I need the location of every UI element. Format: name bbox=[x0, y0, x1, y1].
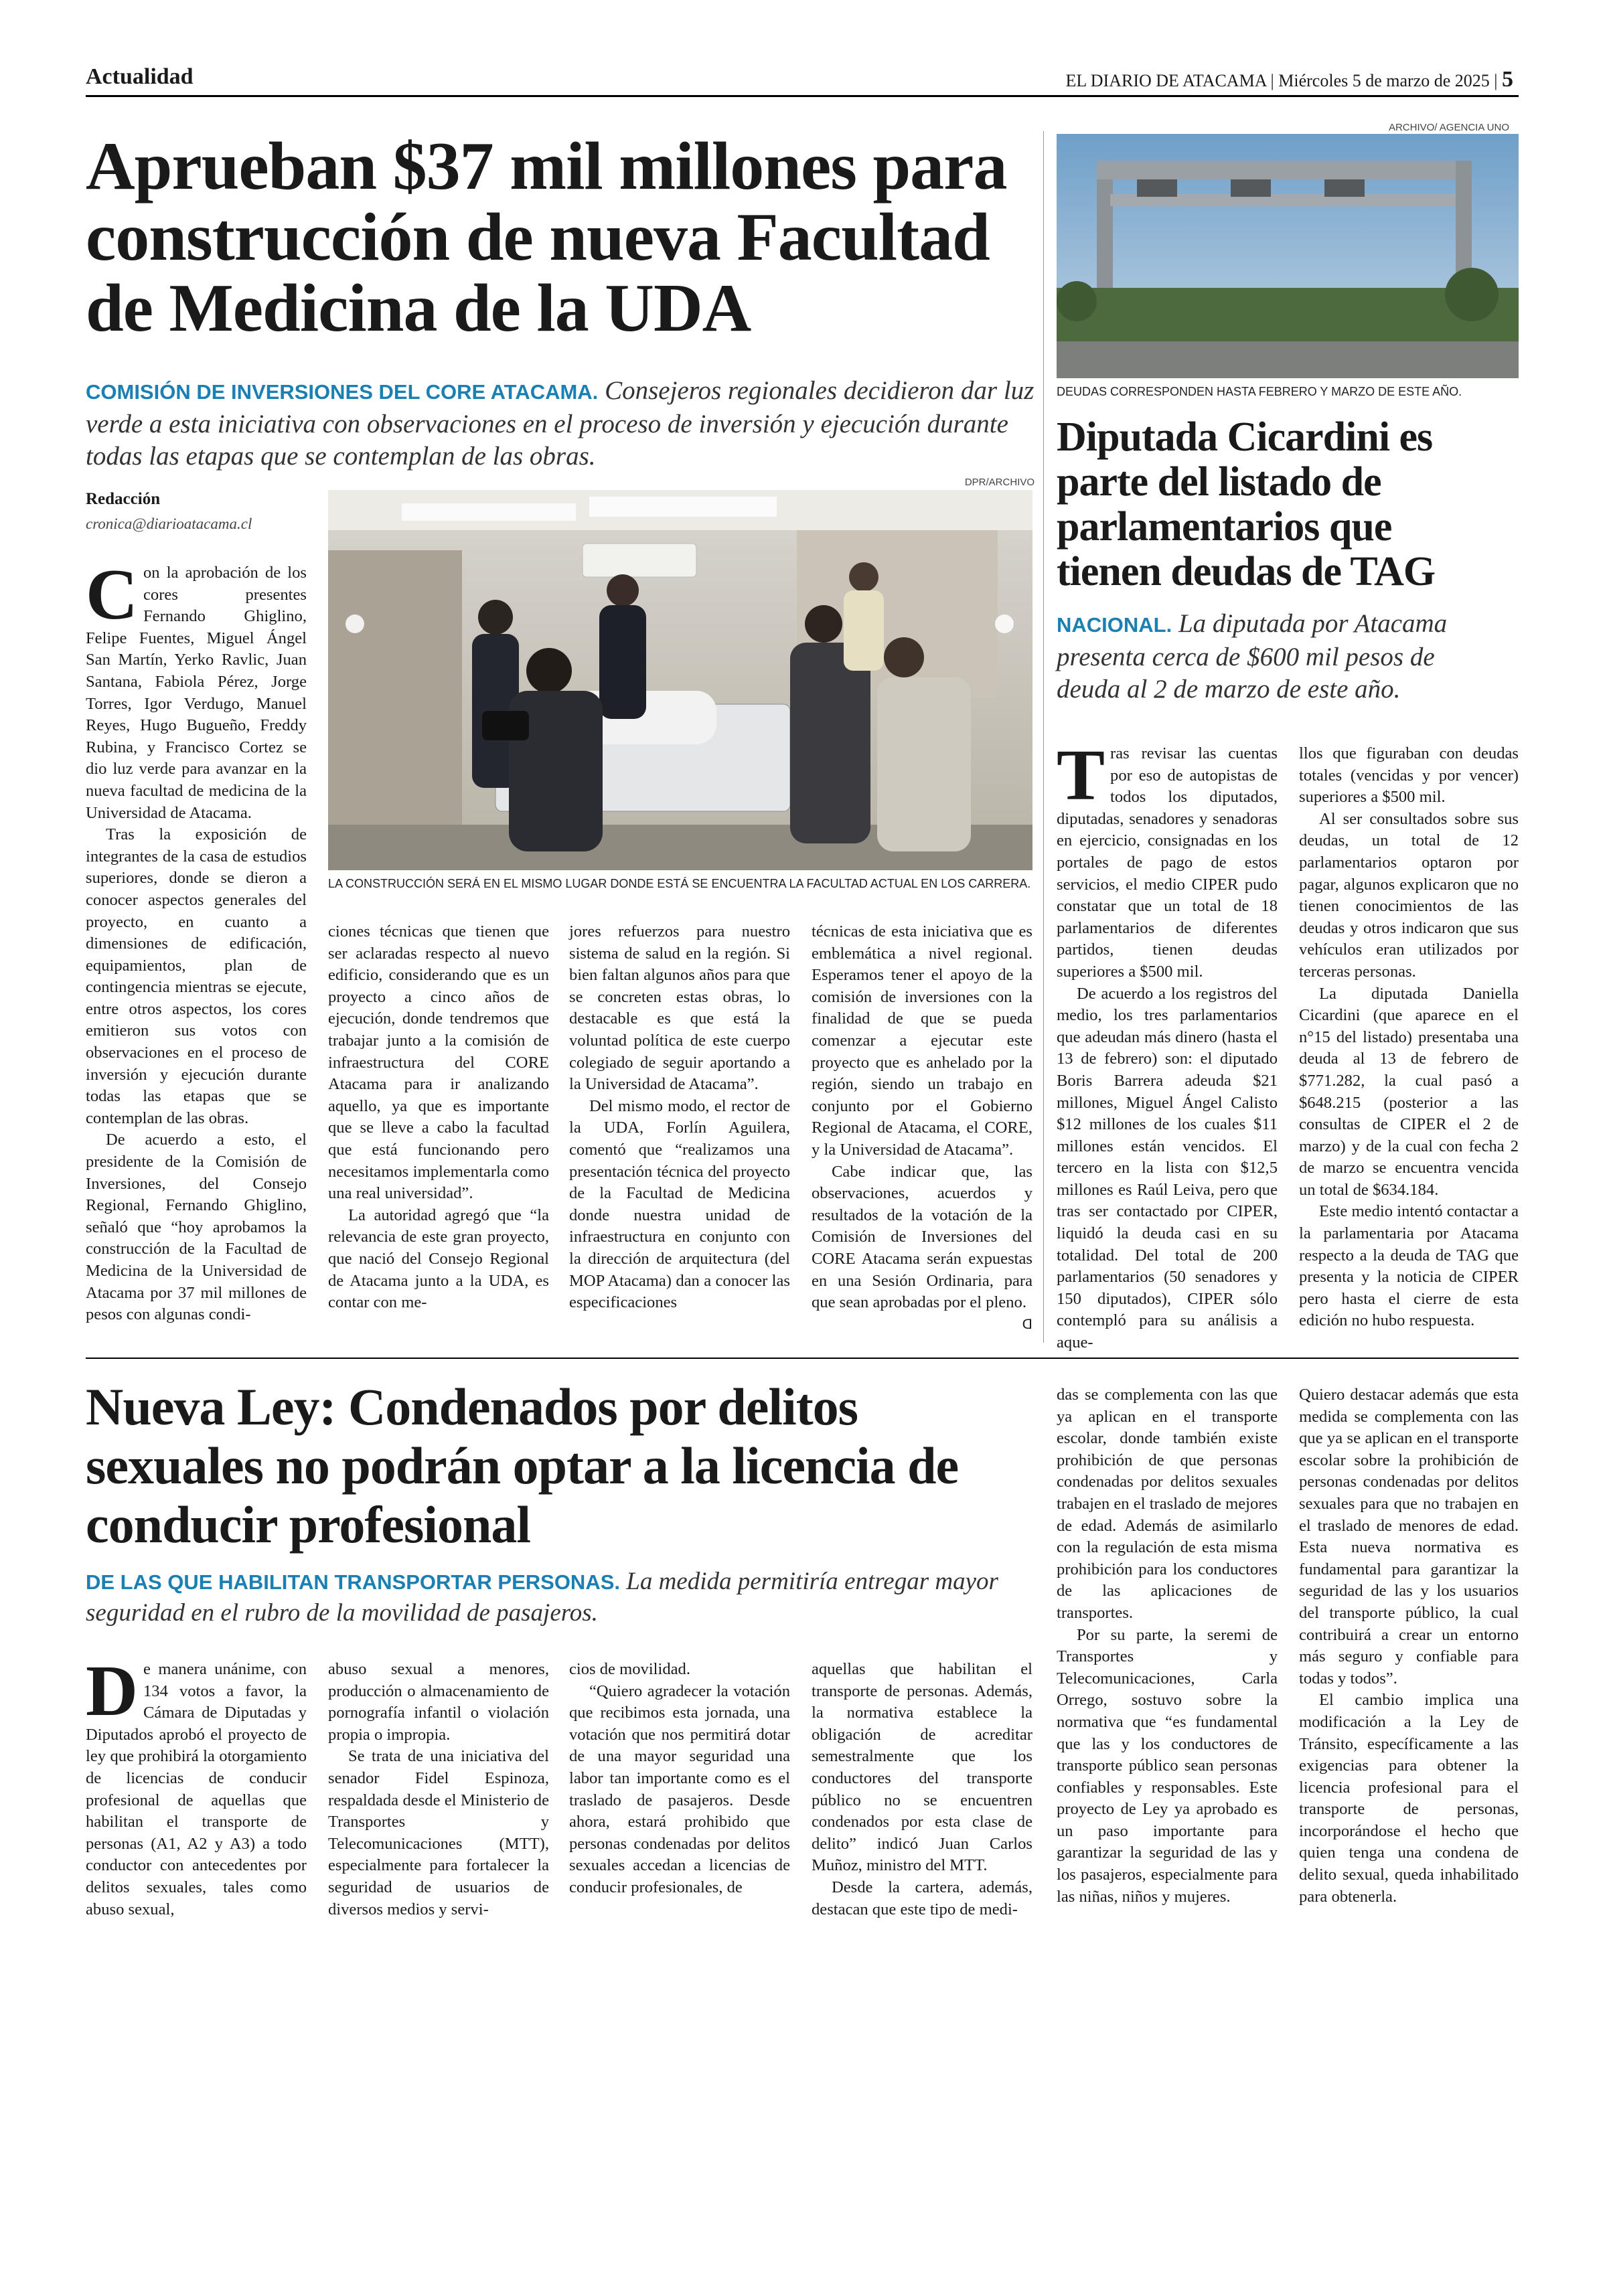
paragraph: La autoridad agregó que “la relevancia de este gran proyecto, que nació del Consejo Regional de Atacama junto a la UDA, es contar con me- bbox=[328, 1206, 549, 1312]
hospital-room-illustration bbox=[328, 490, 1032, 870]
article1-headline: Aprueban $37 mil millones para construcción de nueva Facultad de Medicina de la UDA bbox=[86, 129, 1007, 346]
paragraph: Cabe indicar que, las observaciones, acuerdos y resultados de la votación de la Comisión de Inversiones del CORE Atacama serán expuestas en una Sesión Ordinaria, para que sean aprobadas por el pleno. bbox=[812, 1162, 1032, 1312]
article3-column-2 bbox=[328, 1659, 549, 1920]
article2-column-2 bbox=[1299, 743, 1519, 1332]
article3-column-5 bbox=[1057, 1384, 1278, 1908]
paragraph: ras revisar las cuentas por eso de autopistas de todos los diputados, diputadas, senadores y senadoras en ejercicio, consignadas en los portales de pago de estos servicios, el medio CIPER pudo constatar que un total de 18 parlamentarios de diferentes partidos, tienen deudas superiores a $500 mil. bbox=[1057, 744, 1278, 981]
page-number: 5 bbox=[1502, 67, 1513, 92]
article1-standfirst bbox=[86, 375, 1050, 473]
dropcap: C bbox=[86, 555, 138, 635]
article1-photo bbox=[328, 490, 1032, 870]
byline: Redacción bbox=[86, 490, 161, 508]
paragraph: Del mismo modo, el rector de la UDA, Forlín Aguilera, comentó que “realizamos una presentación técnica del proyecto de la Facultad de Medicina donde nuestra unidad de infraestructura en conjunto con la dirección de arquitectura (del MOP Atacama) dan a conocer las especificaciones bbox=[569, 1096, 790, 1312]
paragraph: técnicas de esta iniciativa que es emblemática a nivel regional. Esperamos tener el apoyo de la comisión de inversiones con la finalidad de que se pueda comenzar a ejecutar este proyecto que es anhelado por la región, siendo un trabajo en conjunto por el Gobierno Regional de Atacama, el CORE, y la Universidad de Atacama”. bbox=[812, 922, 1032, 1159]
paragraph: De acuerdo a los registros del medio, los tres parlamentarios que adeudan más dinero (hasta el 13 de febrero) son: el diputado Boris Barrera adeuda $21 millones, Miguel Ángel Calisto $12 millones de los cuales $11 millones están vencidos. El tercero en la lista con $12,5 millones es Raúl Leiva, pero que tras ser contactado por CIPER, liquidó la deuda casi en su totalidad. Del total de 200 parlamentarios (50 senadores y 150 diputados), CIPER sólo contempló para su análisis a aque- bbox=[1057, 984, 1278, 1352]
issue-date: Miércoles 5 de marzo de 2025 bbox=[1278, 71, 1490, 90]
article1-lead: Consejeros regionales decidieron dar luz verde a esta iniciativa con observaciones en el proceso de inversión y ejecución durante todas las etapas que se contemplan de las obras. bbox=[86, 376, 1035, 471]
article3-kicker: DE LAS QUE HABILITAN TRANSPORTAR PERSONAS. bbox=[86, 1570, 620, 1594]
article2-column-1 bbox=[1057, 736, 1278, 1354]
article2-lead: La diputada por Atacama presenta cerca de $600 mil pesos de deuda al 2 de marzo de este año. bbox=[1057, 609, 1448, 704]
article1-column-1 bbox=[86, 555, 307, 1326]
paragraph: Tras la exposición de integrantes de la casa de estudios superiores, donde se dieron a conocer aspectos generales del proyecto, en cuanto a dimensiones de edificación, equipamientos, plan de contingencia mientras se ejecute, entre otros aspectos, los cores emitieron sus votos con observaciones en el proceso de inversión y ejecución durante todas las etapas que se contemplan de las obras. bbox=[86, 825, 307, 1127]
paragraph: ciones técnicas que tienen que ser aclaradas respecto al nuevo edificio, considerando que es un proyecto a cinco años de ejecución, donde tendremos que trabajar junto a la comisión de infraestructura del CORE Atacama para ir analizando aquello, ya que es importante que se lleve a cabo la facultad que está funcionando pero necesitamos implementarla como una real universidad”. bbox=[328, 922, 549, 1203]
paragraph: Por su parte, la seremi de Transportes y Telecomunicaciones, Carla Orrego, sostuvo sobre la normativa que “es fundamental que las y los conductores de transporte público sean personas confiables y responsables. Este proyecto de Ley ya aprobado es un paso importante para garantizar la seguridad de las y los pasajeros, especialmente para las niñas, niños y mujeres. bbox=[1057, 1625, 1278, 1906]
article3-lead: La medida permitiría entregar mayor seguridad en el rubro de la movilidad de pasajeros. bbox=[86, 1568, 998, 1627]
paragraph: Este medio intentó contactar a la parlamentaria por Atacama respecto a la deuda de TAG que presenta y la noticia de CIPER pero hasta el cierre de esta edición no hubo respuesta. bbox=[1299, 1202, 1519, 1330]
dropcap: D bbox=[86, 1651, 138, 1731]
paragraph: “Quiero agradecer la votación que recibimos esta jornada, una votación que nos permitirá dotar de una mayor seguridad una labor tan importante como es el traslado de pasajeros. Desde ahora, estará prohibido que personas condenadas por delitos sexuales accedan a licencias de conducir profesionales, de bbox=[569, 1682, 790, 1896]
article3-column-4 bbox=[812, 1659, 1032, 1920]
article2-kicker: NACIONAL. bbox=[1057, 613, 1172, 637]
paragraph: abuso sexual a menores, producción o almacenamiento de pornografía infantil o violación propia o impropia. bbox=[328, 1660, 549, 1744]
article2-standfirst bbox=[1057, 608, 1472, 706]
header-rule bbox=[86, 95, 1519, 97]
paragraph: Quiero destacar además que esta medida se complementa con las que ya se aplican en el transporte escolar sobre la prohibición de personas condenadas por delitos sexuales para que no trabajen en el traslado de menores de edad. Esta nueva normativa es fundamental para garantizar la seguridad de las y los usuarios del transporte público, la cual contribuirá a crear un entorno más seguro y confiable para todas y todos”. bbox=[1299, 1386, 1519, 1688]
article2-photo-caption: DEUDAS CORRESPONDEN HASTA FEBRERO Y MARZO DE ESTE AÑO. bbox=[1057, 385, 1462, 398]
paragraph: jores refuerzos para nuestro sistema de salud en la región. Si bien faltan algunos años para que se concreten estas obras, lo destacable es que está la voluntad política de este cuerpo colegiado de seguir aportando a la Universidad de Atacama”. bbox=[569, 922, 790, 1094]
paragraph: cios de movilidad. bbox=[569, 1660, 691, 1678]
article1-column-2 bbox=[328, 921, 549, 1314]
article3-column-3 bbox=[569, 1659, 790, 1899]
article3-headline: Nueva Ley: Condenados por delitos sexuales no podrán optar a la licencia de conducir profesional bbox=[86, 1378, 959, 1554]
paragraph: Desde la cartera, además, destacan que este tipo de medi- bbox=[812, 1878, 1032, 1918]
section-label: Actualidad bbox=[86, 64, 194, 89]
article1-column-3 bbox=[569, 921, 790, 1314]
byline-email[interactable]: cronica@diarioatacama.cl bbox=[86, 515, 252, 532]
toll-gantry-illustration bbox=[1057, 134, 1519, 378]
end-mark: ᗡ bbox=[1022, 1317, 1032, 1332]
paragraph: aquellas que habilitan el transporte de personas. Además, la normativa establece la obligación de acreditar semestralmente que los conductores del transporte público no se encuentren condenados por esta clase de delito” indicó Juan Carlos Muñoz, ministro del MTT. bbox=[812, 1660, 1032, 1875]
article2-photo bbox=[1057, 134, 1519, 378]
article3-standfirst bbox=[86, 1566, 1023, 1629]
article1-photo-credit: DPR/ARCHIVO bbox=[964, 477, 1035, 488]
section-divider bbox=[86, 1358, 1519, 1359]
paragraph: on la aprobación de los cores presentes Fernando Ghiglino, Felipe Fuentes, Miguel Ángel San Martín, Yerko Ravlic, Juan Santana, Fabiola Pérez, Jorge Torres, Igor Verdugo, Manuel Reyes, Hugo Bugueño, Freddy Rubina, y Francisco Cortez se dio luz verde para avanzar en la nueva facultad de medicina de la Universidad de Atacama. bbox=[86, 564, 307, 822]
article1-column-4 bbox=[812, 921, 1032, 1335]
masthead: EL DIARIO DE ATACAMA | Miércoles 5 de marzo de 2025 | 5 bbox=[1065, 67, 1513, 92]
article1-kicker: COMISIÓN DE INVERSIONES DEL CORE ATACAMA. bbox=[86, 380, 599, 404]
article2-photo-credit: ARCHIVO/ AGENCIA UNO bbox=[1388, 122, 1509, 133]
article3-column-6 bbox=[1299, 1384, 1519, 1908]
paragraph: El cambio implica una modificación a la Ley de Tránsito, específicamente a las exigencias para obtener la licencia profesional para el transporte de personas, incorporándose el hecho que quien tenga una condena de delito sexual, queda inhabilitado para obtenerla. bbox=[1299, 1691, 1519, 1906]
paragraph: De acuerdo a esto, el presidente de la Comisión de Inversiones, del Consejo Regional, Fernando Ghiglino, señaló que “hoy aprobamos la construcción de la Facultad de Medicina de la Universidad de Atacama por 37 mil millones de pesos con algunas condi- bbox=[86, 1131, 307, 1324]
paragraph: e manera unánime, con 134 votos a favor, la Cámara de Diputadas y Diputados aprobó el proyecto de ley que prohibirá la otorgamiento de licencias de conducir profesional de aquellas que habilitan el transporte de personas (A1, A2 y A3) a todo conductor con antecedentes por delitos sexuales, tales como abuso sexual, bbox=[86, 1660, 307, 1918]
paragraph: llos que figuraban con deudas totales (vencidas y por vencer) superiores a $500 mil. bbox=[1299, 744, 1519, 807]
paragraph: Se trata de una iniciativa del senador Fidel Espinoza, respaldada desde el Ministerio de Transportes y Telecomunicaciones (MTT), especialmente para fortalecer la seguridad de usuarios de diversos medios y servi- bbox=[328, 1747, 549, 1918]
article1-photo-caption: LA CONSTRUCCIÓN SERÁ EN EL MISMO LUGAR DONDE ESTÁ SE ENCUENTRA LA FACULTAD ACTUAL EN LOS CARRERA. bbox=[328, 877, 1031, 890]
paragraph: La diputada Daniella Cicardini (que aparece en el n°15 del listado) presentaba una deuda al 13 de febrero de $771.282, la cual pasó a $648.215 (posterior a las consultas de CIPER el 2 de marzo) y de la cual con fecha 2 de marzo se encuentra vencida un total de $634.184. bbox=[1299, 984, 1519, 1199]
paragraph: Al ser consultados sobre sus deudas, un total de 12 parlamentarios optaron por pagar, algunos explicaron que no tienen conocimientos de las deudas y otros indicaron que sus vehículos eran utilizados por terceras personas. bbox=[1299, 809, 1519, 981]
dropcap: T bbox=[1057, 736, 1105, 815]
article3-column-1 bbox=[86, 1651, 307, 1920]
paper-name: EL DIARIO DE ATACAMA bbox=[1065, 71, 1267, 90]
article2-headline: Diputada Cicardini es parte del listado de parlamentarios que tienen deudas de TAG bbox=[1057, 414, 1436, 594]
paragraph: das se complementa con las que ya aplican en el transporte escolar, donde también existe prohibición de que personas condenadas por delitos sexuales trabajen en el traslado de mejores de edad. Además de asimilarlo con la regulación de esta misma prohibición para los conductores de las aplicaciones de transportes. bbox=[1057, 1386, 1278, 1622]
